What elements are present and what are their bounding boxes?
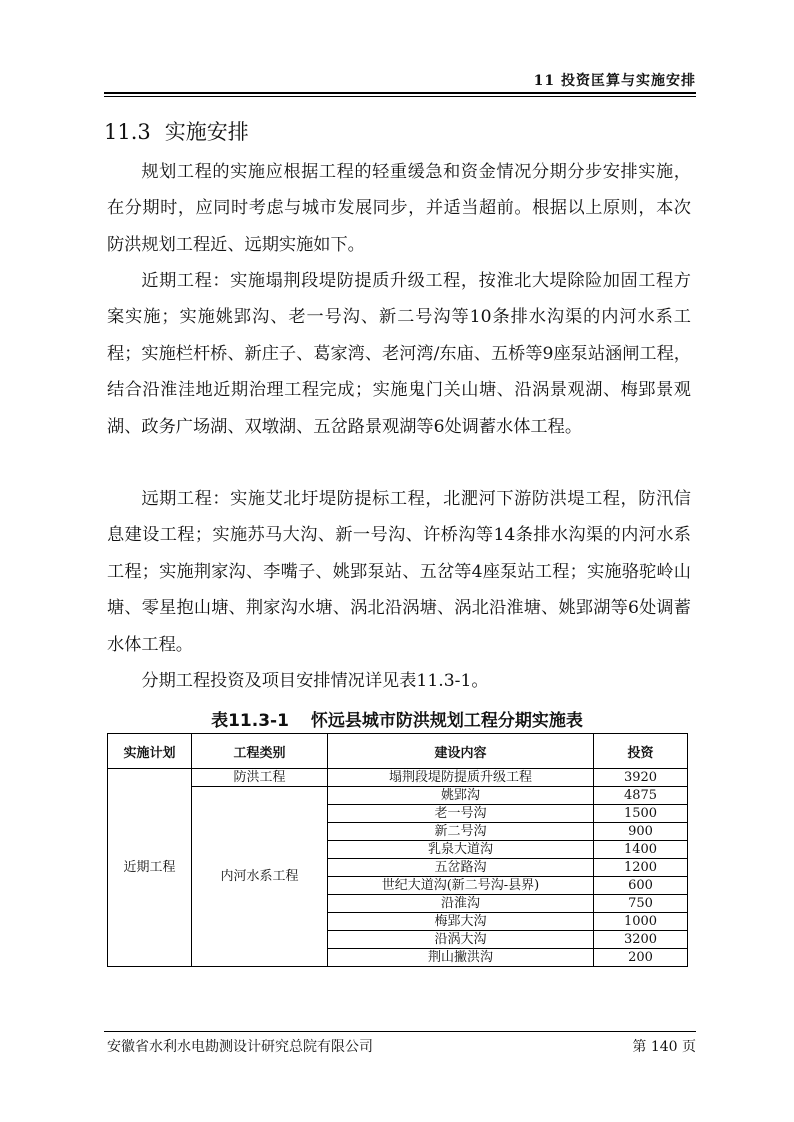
- paragraph-long-term: 远期工程：实施艾北圩堤防提标工程，北淝河下游防洪堤工程，防汛信息建设工程；实施苏马大沟、新一号沟、许桥沟等14条排水沟渠的内河水系工程；实施荆家沟、李嘴子、姚郢泵站、五岔等4座泵站工程；实施骆驼岭山塘、零星抱山塘、荆家沟水塘、涡北沿涡塘、涡北沿淮塘、姚郢湖等6处调蓄水体工程。: [107, 489, 691, 655]
- column-header-content: 建设内容: [328, 734, 594, 769]
- table-row: [108, 787, 688, 805]
- category-cell: 防洪工程: [192, 769, 328, 787]
- section-number: 11.3: [104, 120, 151, 144]
- table-title: 怀远县城市防洪规划工程分期实施表: [310, 711, 583, 731]
- investment-cell: 4875: [594, 787, 688, 805]
- column-header-category: 工程类别: [192, 734, 328, 769]
- column-header-phase: 实施计划: [108, 734, 192, 769]
- investment-cell: 1200: [594, 859, 688, 877]
- footer-rule: [104, 1031, 696, 1032]
- category-cell: 内河水系工程: [192, 787, 328, 967]
- content-cell: 荆山撇洪沟: [328, 949, 594, 967]
- content-cell: 塌荆段堤防提质升级工程: [328, 769, 594, 787]
- investment-cell: 750: [594, 895, 688, 913]
- table-row: [108, 769, 688, 787]
- content-cell: 乳泉大道沟: [328, 841, 594, 859]
- content-cell: 世纪大道沟(新二号沟-县界): [328, 877, 594, 895]
- paragraph-table-ref: 分期工程投资及项目安排情况详见表11.3-1。: [141, 671, 489, 691]
- investment-cell: 1500: [594, 805, 688, 823]
- column-header-investment: 投资: [594, 734, 688, 769]
- table-header-row: [108, 734, 688, 769]
- header-rule-thin: [104, 96, 696, 97]
- content-cell: 姚郢沟: [328, 787, 594, 805]
- header-rule: [104, 92, 696, 94]
- investment-cell: 1400: [594, 841, 688, 859]
- section-heading: [104, 116, 249, 146]
- content-cell: 沿淮沟: [328, 895, 594, 913]
- investment-cell: 600: [594, 877, 688, 895]
- investment-cell: 200: [594, 949, 688, 967]
- content-cell: 沿涡大沟: [328, 931, 594, 949]
- running-header: 11 投资匡算与实施安排: [533, 73, 696, 89]
- table-number: 表11.3-1: [211, 711, 289, 731]
- implementation-table: [107, 733, 688, 967]
- investment-cell: 1000: [594, 913, 688, 931]
- table-caption: [0, 706, 794, 731]
- investment-cell: 3920: [594, 769, 688, 787]
- page-number: 第 140 页: [632, 1039, 696, 1055]
- phase-cell: 近期工程: [108, 769, 192, 967]
- investment-cell: 900: [594, 823, 688, 841]
- content-cell: 新二号沟: [328, 823, 594, 841]
- paragraph-intro: 规划工程的实施应根据工程的轻重缓急和资金情况分期分步安排实施，在分期时，应同时考虑与城市发展同步，并适当超前。根据以上原则，本次防洪规划工程近、远期实施如下。: [107, 162, 691, 255]
- content-cell: 梅郢大沟: [328, 913, 594, 931]
- section-title: 实施安排: [164, 120, 249, 144]
- footer-company: 安徽省水利水电勘测设计研究总院有限公司: [107, 1039, 373, 1055]
- content-cell: 老一号沟: [328, 805, 594, 823]
- paragraph-near-term: 近期工程：实施塌荆段堤防提质升级工程，按淮北大堤除险加固工程方案实施；实施姚郢沟、老一号沟、新二号沟等10条排水沟渠的内河水系工程；实施栏杆桥、新庄子、葛家湾、老河湾/东庙、五桥等9座泵站涵闸工程，结合沿淮洼地近期治理工程完成；实施鬼门关山塘、沿涡景观湖、梅郢景观湖、政务广场湖、双墩湖、五岔路景观湖等6处调蓄水体工程。: [107, 271, 691, 437]
- investment-cell: 3200: [594, 931, 688, 949]
- content-cell: 五岔路沟: [328, 859, 594, 877]
